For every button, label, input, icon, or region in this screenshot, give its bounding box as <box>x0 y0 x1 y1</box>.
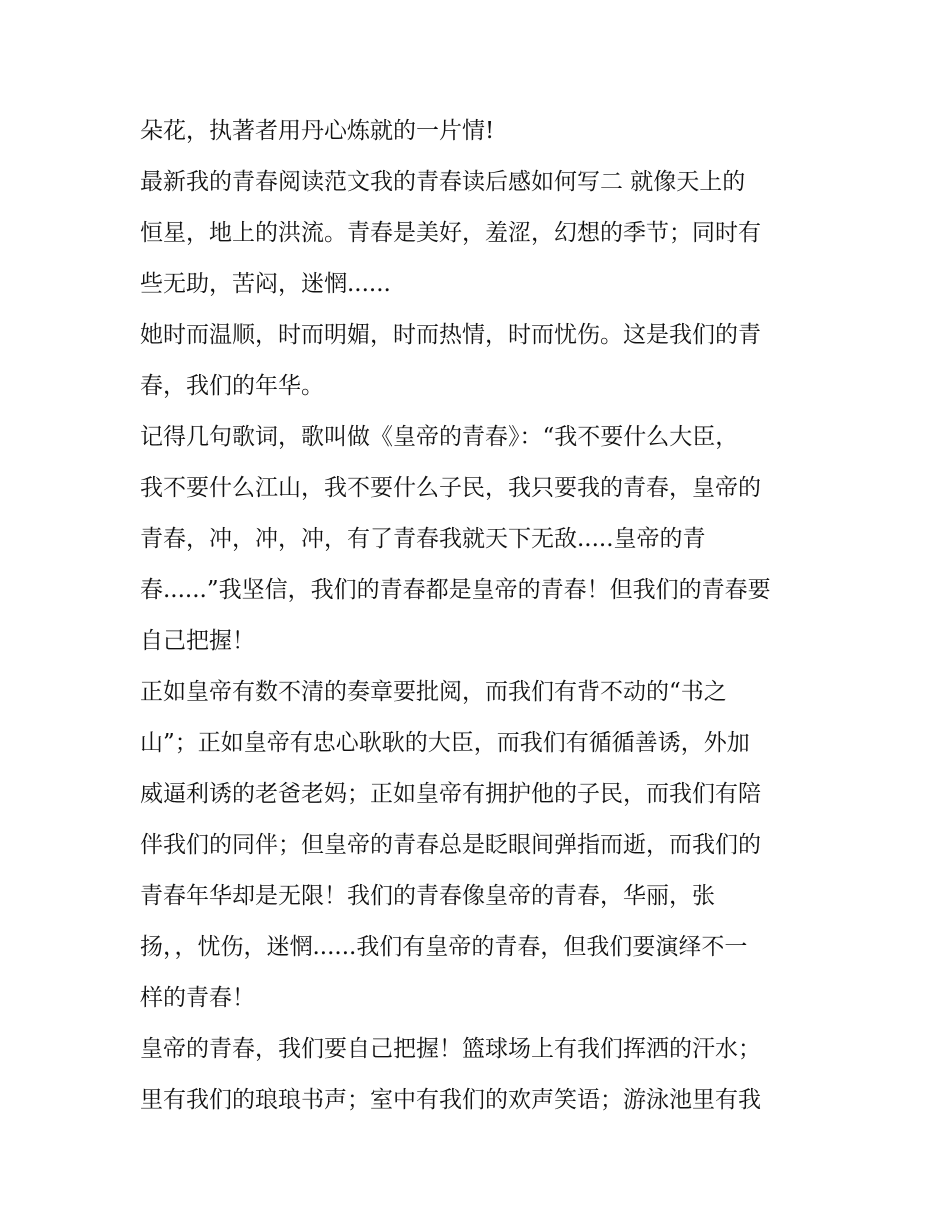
text-line-16: 青春年华却是无限！我们的青春像皇帝的青春，华丽，张 <box>140 883 715 909</box>
text-line-20: 里有我们的琅琅书声；室中有我们的欢声笑语；游泳池里有我 <box>140 1087 761 1113</box>
text-line-18: 样的青春！ <box>140 985 255 1011</box>
text-line-9: 青春，冲，冲，冲，有了青春我就天下无敌.....皇帝的青 <box>140 526 706 552</box>
text-line-2: 最新我的青春阅读范文我的青春读后感如何写二 就像天上的 <box>140 169 746 195</box>
text-line-8: 我不要什么江山，我不要什么子民，我只要我的青春，皇帝的 <box>140 475 761 501</box>
text-line-3: 恒星，地上的洪流。青春是美好，羞涩，幻想的季节；同时有 <box>140 220 761 246</box>
text-line-13: 山”；正如皇帝有忠心耿耿的大臣，而我们有循循善诱，外加 <box>140 730 750 756</box>
text-line-11: 自己把握！ <box>140 628 255 654</box>
text-line-15: 伴我们的同伴；但皇帝的青春总是眨眼间弹指而逝，而我们的 <box>140 832 761 858</box>
text-line-6: 春，我们的年华。 <box>140 373 324 399</box>
text-line-1: 朵花，执著者用丹心炼就的一片情! <box>140 118 495 144</box>
text-line-7: 记得几句歌词，歌叫做《皇帝的青春》：“我不要什么大臣， <box>140 424 739 450</box>
body-text <box>140 106 820 1126</box>
text-line-10: 春......”我坚信，我们的青春都是皇帝的青春！但我们的青春要 <box>140 577 771 603</box>
text-line-5: 她时而温顺，时而明媚，时而热情，时而忧伤。这是我们的青 <box>140 322 761 348</box>
text-line-17: 扬，，忧伤，迷惘......我们有皇帝的青春，但我们要演绎不一 <box>140 934 748 960</box>
text-line-4: 些无助，苦闷，迷惘...... <box>140 271 391 297</box>
text-line-14: 威逼利诱的老爸老妈；正如皇帝有拥护他的子民，而我们有陪 <box>140 781 761 807</box>
text-line-19: 皇帝的青春，我们要自己把握！篮球场上有我们挥洒的汗水； <box>140 1036 761 1062</box>
text-line-12: 正如皇帝有数不清的奏章要批阅，而我们有背不动的“书之 <box>140 679 727 705</box>
